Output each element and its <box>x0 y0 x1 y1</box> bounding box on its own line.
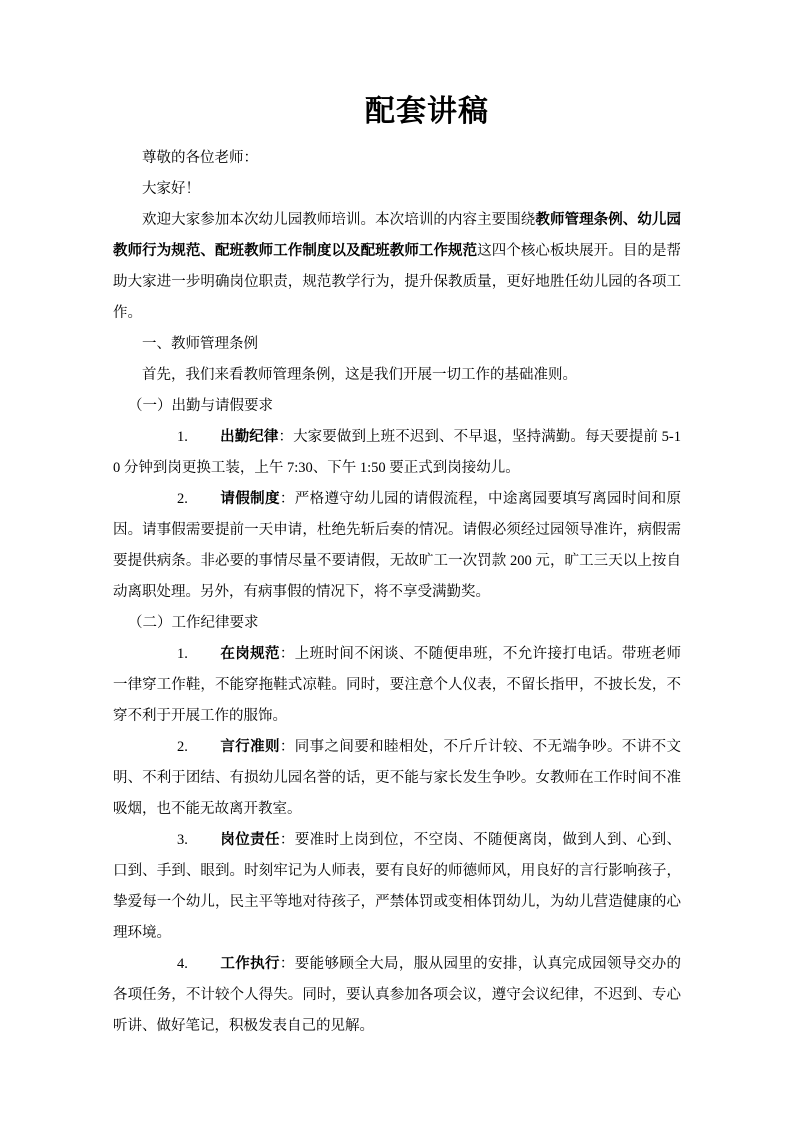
document-title: 配套讲稿 <box>365 95 489 128</box>
doc-paragraph: 尊敬的各位老师： <box>142 150 258 166</box>
numbered-item: 1. 出勤纪律：大家要做到上班不迟到、不早退，坚持满勤。每天要提前 5-10 分钟到岗更换工装，上午 7:30、下午 1:50 要正式到岗接幼儿。 <box>113 422 681 484</box>
item-label: 在岗规范 <box>220 646 280 662</box>
doc-paragraph <box>113 205 681 329</box>
section-heading: 一、教师管理条例 <box>142 336 258 352</box>
text-run: 欢迎大家参加本次幼儿园教师培训。本次培训的内容主要围绕 <box>142 212 536 228</box>
item-label: 言行准则 <box>220 739 280 755</box>
sub-heading: （一）出勤与请假要求 <box>128 398 273 414</box>
list-number: 3. <box>177 832 188 848</box>
document-body <box>113 143 681 1042</box>
document-content <box>113 0 681 1042</box>
list-number: 1. <box>177 646 188 662</box>
item-label: 工作执行 <box>220 956 280 972</box>
bold-text-run: 教师管理条例、幼儿园教师行为规范、配班教师工作制度以及配班教师工作规范 <box>113 212 681 259</box>
list-number: 2. <box>177 491 188 507</box>
item-label: 请假制度 <box>220 491 280 507</box>
list-number: 4. <box>177 956 188 972</box>
numbered-item: 3. 岗位责任：要准时上岗到位，不空岗、不随便离岗，做到人到、心到、口到、手到、眼到。时刻牢记为人师表，要有良好的师德师风，用良好的言行影响孩子，挚爱每一个幼儿，民主平等地对待孩子，严禁体罚或变相体罚幼儿，为幼儿营造健康的心理环境。 <box>113 825 681 949</box>
doc-paragraph: 首先，我们来看教师管理条例，这是我们开展一切工作的基础准则。 <box>142 367 577 383</box>
list-number: 2. <box>177 739 188 755</box>
text-run: 这四个核心板块展开。目的是帮助大家进一步明确岗位职责，规范教学行为，提升保教质量，更好地胜任幼儿园的各项工作。 <box>113 243 682 321</box>
item-label: 出勤纪律 <box>220 429 279 445</box>
numbered-item: 4. 工作执行：要能够顾全大局，服从园里的安排，认真完成园领导交办的各项任务，不计较个人得失。同时，要认真参加各项会议，遵守会议纪律，不迟到、专心听讲、做好笔记，积极发表自己的见解。 <box>113 949 681 1042</box>
numbered-item: 2. 请假制度：严格遵守幼儿园的请假流程，中途离园要填写离园时间和原因。请事假需要提前一天申请，杜绝先斩后奏的情况。请假必须经过园领导准许，病假需要提供病条。非必要的事情尽量不要请假，无故旷工一次罚款 200 元，旷工三天以上按自动离职处理。另外，有病事假的情况下，将不享受满勤奖。 <box>113 484 681 608</box>
numbered-item: 2. 言行准则：同事之间要和睦相处，不斤斤计较、不无端争吵。不讲不文明、不利于团结、有损幼儿园名誉的话，更不能与家长发生争吵。女教师在工作时间不准吸烟，也不能无故离开教室。 <box>113 732 681 825</box>
numbered-item: 1. 在岗规范：上班时间不闲谈、不随便串班，不允许接打电话。带班老师一律穿工作鞋，不能穿拖鞋式凉鞋。同时，要注意个人仪表，不留长指甲，不披长发，不穿不利于开展工作的服饰。 <box>113 639 681 732</box>
item-label: 岗位责任 <box>220 832 280 848</box>
list-number: 1. <box>177 429 188 445</box>
doc-paragraph: 大家好！ <box>142 181 200 197</box>
sub-heading: （二）工作纪律要求 <box>128 615 259 631</box>
